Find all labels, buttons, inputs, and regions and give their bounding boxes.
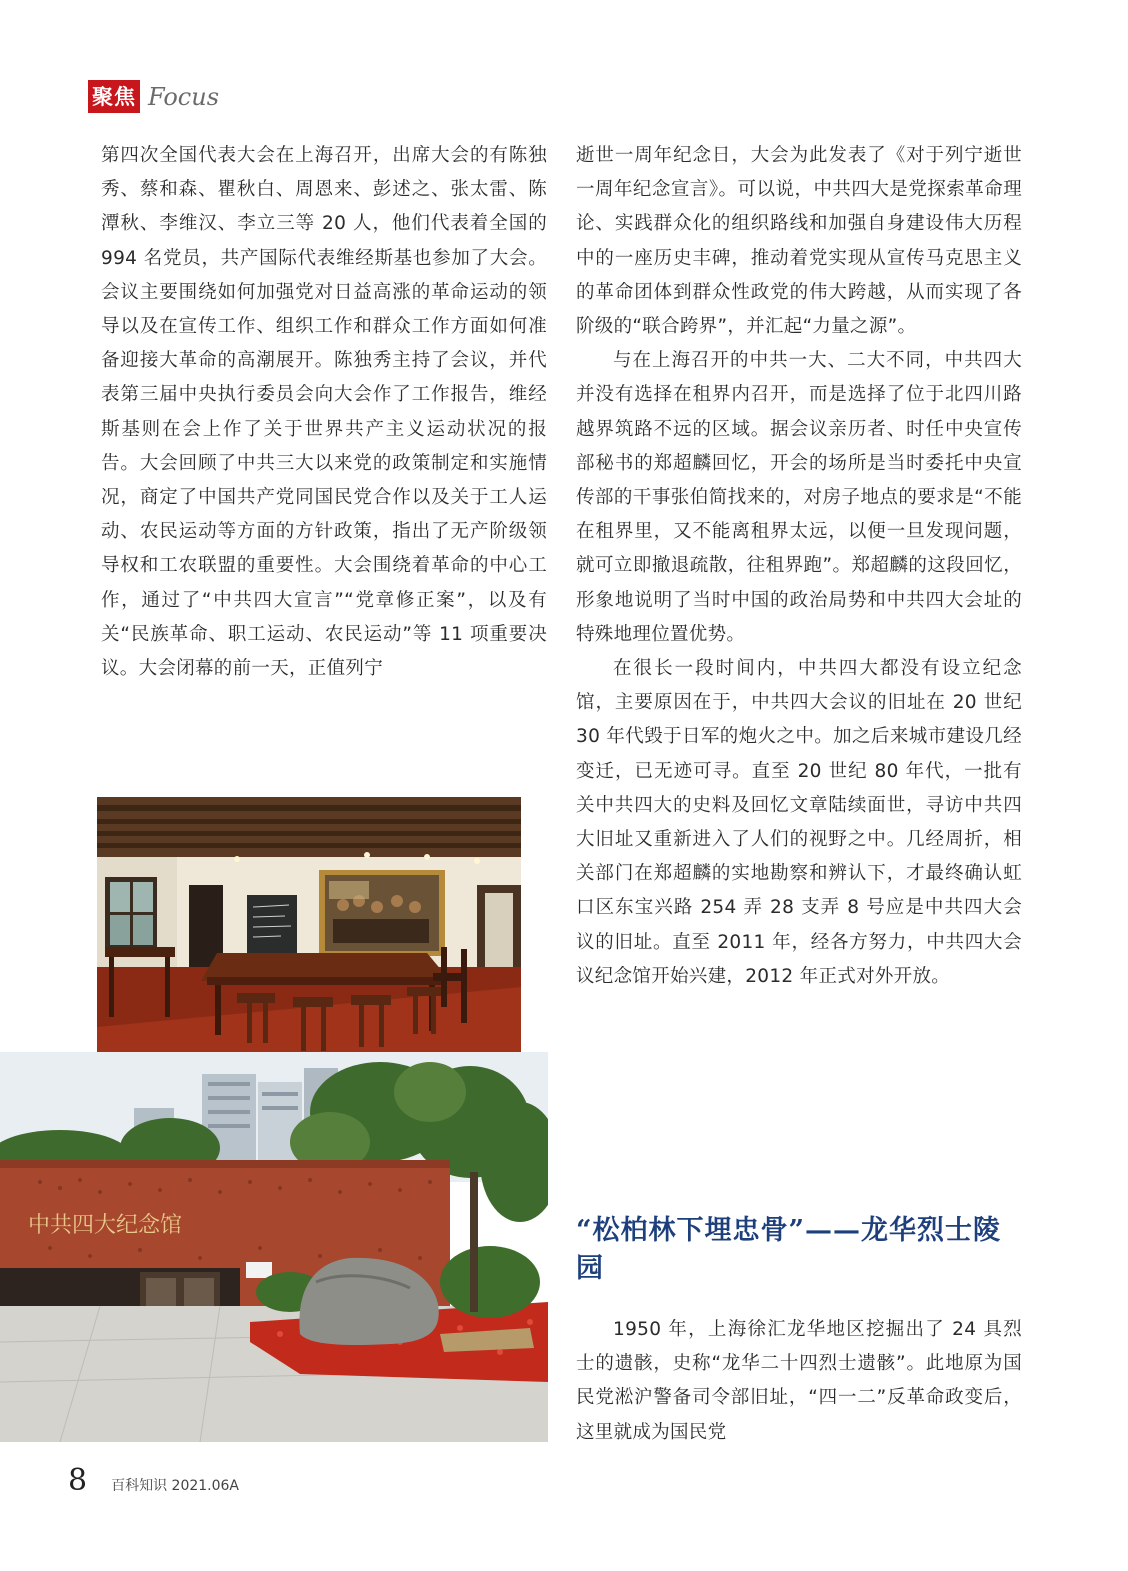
right-paragraph-1: 逝世一周年纪念日，大会为此发表了《对于列宁逝世一周年纪念宣言》。可以说，中共四大是党探索革命理论、实践群众化的组织路线和加强自身建设伟大历程中的一座历史丰碑，推动着党实现从宣传马克思主义的革命团体到群众性政党的伟大跨越，从而实现了各阶级的“联合跨界”，并汇起“力量之源”。 — [576, 145, 1022, 338]
section-body — [576, 1313, 1022, 1450]
right-paragraph-3: 在很长一段时间内，中共四大都没有设立纪念馆，主要原因在于，中共四大会议的旧址在 20 世纪 30 年代毁于日军的炮火之中。加之后来城市建设几经变迁，已无迹可寻。直至 20 世纪 80 年代，一批有关中共四大的史料及回忆文章陆续面世，寻访中共四大旧址又重新进入了人们的视野之中。几经周折，相关部门在郑超麟的实地勘察和辨认下，才最终确认虹口区东宝兴路 254 弄 28 支弄 8 号应是中共四大会议的旧址。直至 2011 年，经各方努力，中共四大会议纪念馆开始兴建，2012 年正式对外开放。 — [576, 658, 1022, 987]
section-header — [88, 80, 219, 113]
page-footer — [68, 1463, 239, 1498]
meeting-hall-interior-photo — [97, 797, 521, 1067]
memorial-sign-text: 中共四大纪念馆 — [28, 1212, 183, 1237]
left-paragraph-1: 第四次全国代表大会在上海召开，出席大会的有陈独秀、蔡和森、瞿秋白、周恩来、彭述之、张太雷、陈潭秋、李维汉、李立三等 20 人，他们代表着全国的 994 名党员，共产国际代表维经斯基也参加了大会。会议主要围绕如何加强党对日益高涨的革命运动的领导以及在宣传工作、组织工作和群众工作方面如何准备迎接大革命的高潮展开。陈独秀主持了会议，并代表第三届中央执行委员会向大会作了工作报告，维经斯基则在会上作了关于世界共产主义运动状况的报告。大会回顾了中共三大以来党的政策制定和实施情况，商定了中国共产党同国民党合作以及关于工人运动、农民运动等方面的方针政策，指出了无产阶级领导权和工农联盟的重要性。大会围绕着革命的中心工作，通过了“中共四大宣言”“党章修正案”，以及有关“民族革命、职工运动、农民运动”等 11 项重要决议。大会闭幕的前一天，正值列宁 — [101, 145, 547, 680]
memorial-hall-exterior-photo — [0, 1052, 548, 1442]
section-heading: “松柏林下埋忠骨”——龙华烈士陵园 — [576, 1215, 1002, 1284]
section-label-focus: Focus — [148, 82, 220, 111]
section-paragraph-1: 1950 年，上海徐汇龙华地区挖掘出了 24 具烈士的遗骸，史称“龙华二十四烈士遗骸”。此地原为国民党淞沪警备司令部旧址，“四一二”反革命政变后，这里就成为国民党 — [576, 1319, 1022, 1443]
page-number: 8 — [68, 1463, 88, 1498]
right-column — [576, 139, 1022, 994]
magazine-issue: 百科知识 2021.06A — [111, 1478, 240, 1494]
left-column — [101, 139, 547, 686]
right-paragraph-2: 与在上海召开的中共一大、二大不同，中共四大并没有选择在租界内召开，而是选择了位于北四川路越界筑路不远的区域。据会议亲历者、时任中央宣传部秘书的郑超麟回忆，开会的场所是当时委托中央宣传部的干事张伯简找来的，对房子地点的要求是“不能在租界里，又不能离租界太远，以便一旦发现问题，就可立即撤退疏散，往租界跑”。郑超麟的这段回忆，形象地说明了当时中国的政治局势和中共四大会址的特殊地理位置优势。 — [576, 350, 1022, 645]
section-badge: 聚焦 — [88, 80, 140, 113]
